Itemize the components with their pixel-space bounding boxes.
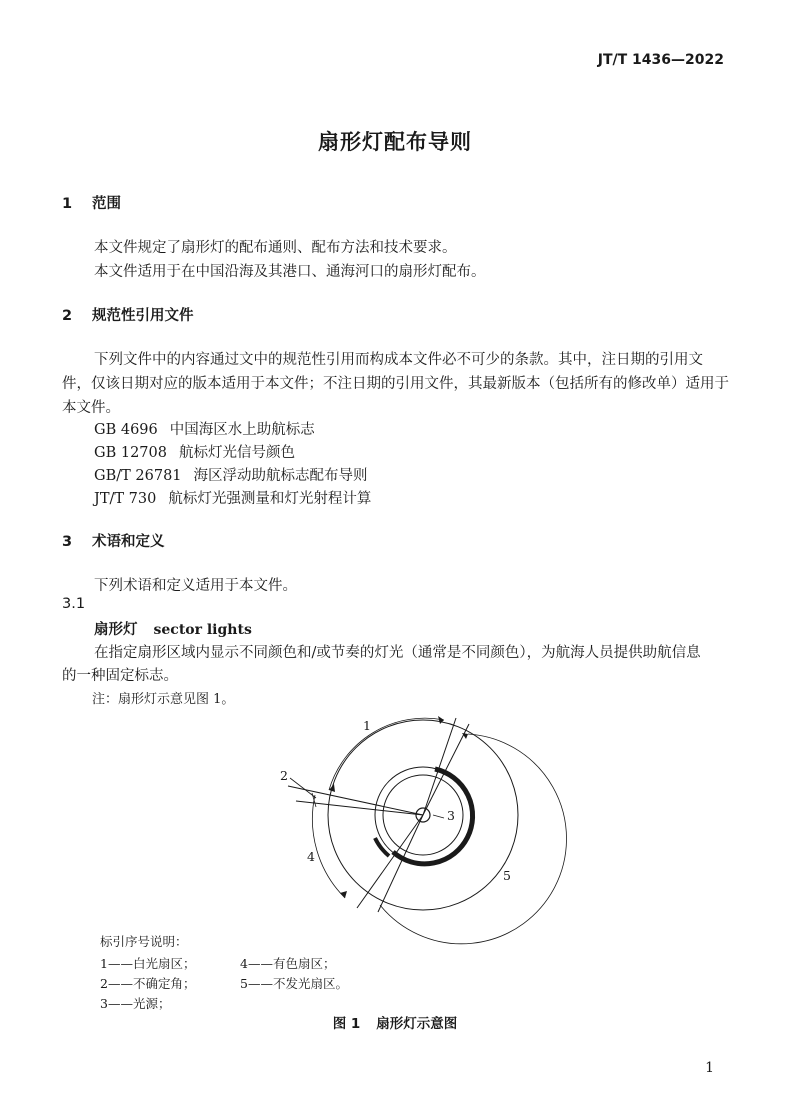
definition-line: 在指定扇形区域内显示不同颜色和/或节奏的灯光（通常是不同颜色），为航海人员提供助航信息 <box>94 645 701 661</box>
colored-sector-dimension-arc <box>312 795 345 898</box>
paragraph: 本文件适用于在中国沿海及其港口、通海河口的扇形灯配布。 <box>94 264 486 280</box>
document-title: 扇形灯配布导则 <box>318 130 472 154</box>
term-chinese: 扇形灯 <box>94 622 138 638</box>
reference-title: 海区浮动助航标志配布导则 <box>193 468 368 484</box>
figure-title: 扇形灯示意图 <box>376 1016 458 1032</box>
term-english: sector lights <box>153 622 252 638</box>
legend-item: 3——光源； <box>100 996 171 1011</box>
sector-boundary-line <box>423 724 469 815</box>
sector-boundary-line <box>423 718 456 815</box>
paragraph: 本文件规定了扇形灯的配布通则、配布方法和技术要求。 <box>94 240 457 256</box>
reference-title: 中国海区水上助航标志 <box>169 422 315 438</box>
section-title: 术语和定义 <box>92 534 165 550</box>
page-number: 1 <box>705 1060 714 1076</box>
figure-number: 图 1 <box>332 1016 361 1032</box>
callout-4: 4 <box>307 849 315 864</box>
legend-item: 5——不发光扇区。 <box>240 976 348 991</box>
callout-leader-2 <box>290 778 316 798</box>
callout-leader-3 <box>433 815 444 818</box>
arrowhead <box>438 716 444 724</box>
callout-3: 3 <box>447 808 455 823</box>
term-number: 3.1 <box>62 596 86 612</box>
note: 注：扇形灯示意见图 1。 <box>92 692 235 707</box>
dark-sector-dimension-arc <box>380 734 567 944</box>
paragraph-line: 件，仅该日期对应的版本适用于本文件；不注日期的引用文件，其最新版本（包括所有的修改单）适用于 <box>62 376 729 392</box>
figure-caption <box>0 1012 790 1032</box>
legend-item: 2——不确定角； <box>100 976 196 991</box>
paragraph-line: 下列文件中的内容通过文中的规范性引用而构成本文件必不可少的条款。其中，注日期的引用文 <box>94 352 703 368</box>
white-sector-dimension-arc <box>329 718 444 790</box>
callout-5: 5 <box>503 868 511 883</box>
legend-item: 4——有色扇区； <box>240 956 336 971</box>
section-title: 范围 <box>92 196 121 212</box>
reference-code: JT/T 730 <box>94 491 157 507</box>
paragraph: 下列术语和定义适用于本文件。 <box>94 578 297 594</box>
paragraph-line: 本文件。 <box>62 400 120 416</box>
definition-line: 的一种固定标志。 <box>62 668 178 684</box>
reference-title: 航标灯光信号颜色 <box>178 445 295 461</box>
colored-sector-arc <box>393 769 473 864</box>
reference-code: GB/T 26781 <box>94 468 182 484</box>
section-number: 2 <box>62 308 73 324</box>
legend-item: 1——白光扇区； <box>100 956 196 971</box>
sector-boundary-line <box>288 786 423 815</box>
standard-code: JT/T 1436—2022 <box>597 52 724 68</box>
reference-title: 航标灯光强测量和灯光射程计算 <box>168 491 372 507</box>
callout-2: 2 <box>280 768 288 783</box>
legend-title: 标引序号说明： <box>100 934 188 949</box>
reference-code: GB 12708 <box>94 445 167 461</box>
reference-code: GB 4696 <box>94 422 158 438</box>
callout-1: 1 <box>363 718 371 733</box>
section-number: 3 <box>62 534 73 550</box>
section-number: 1 <box>62 196 73 212</box>
section-title: 规范性引用文件 <box>92 308 194 324</box>
